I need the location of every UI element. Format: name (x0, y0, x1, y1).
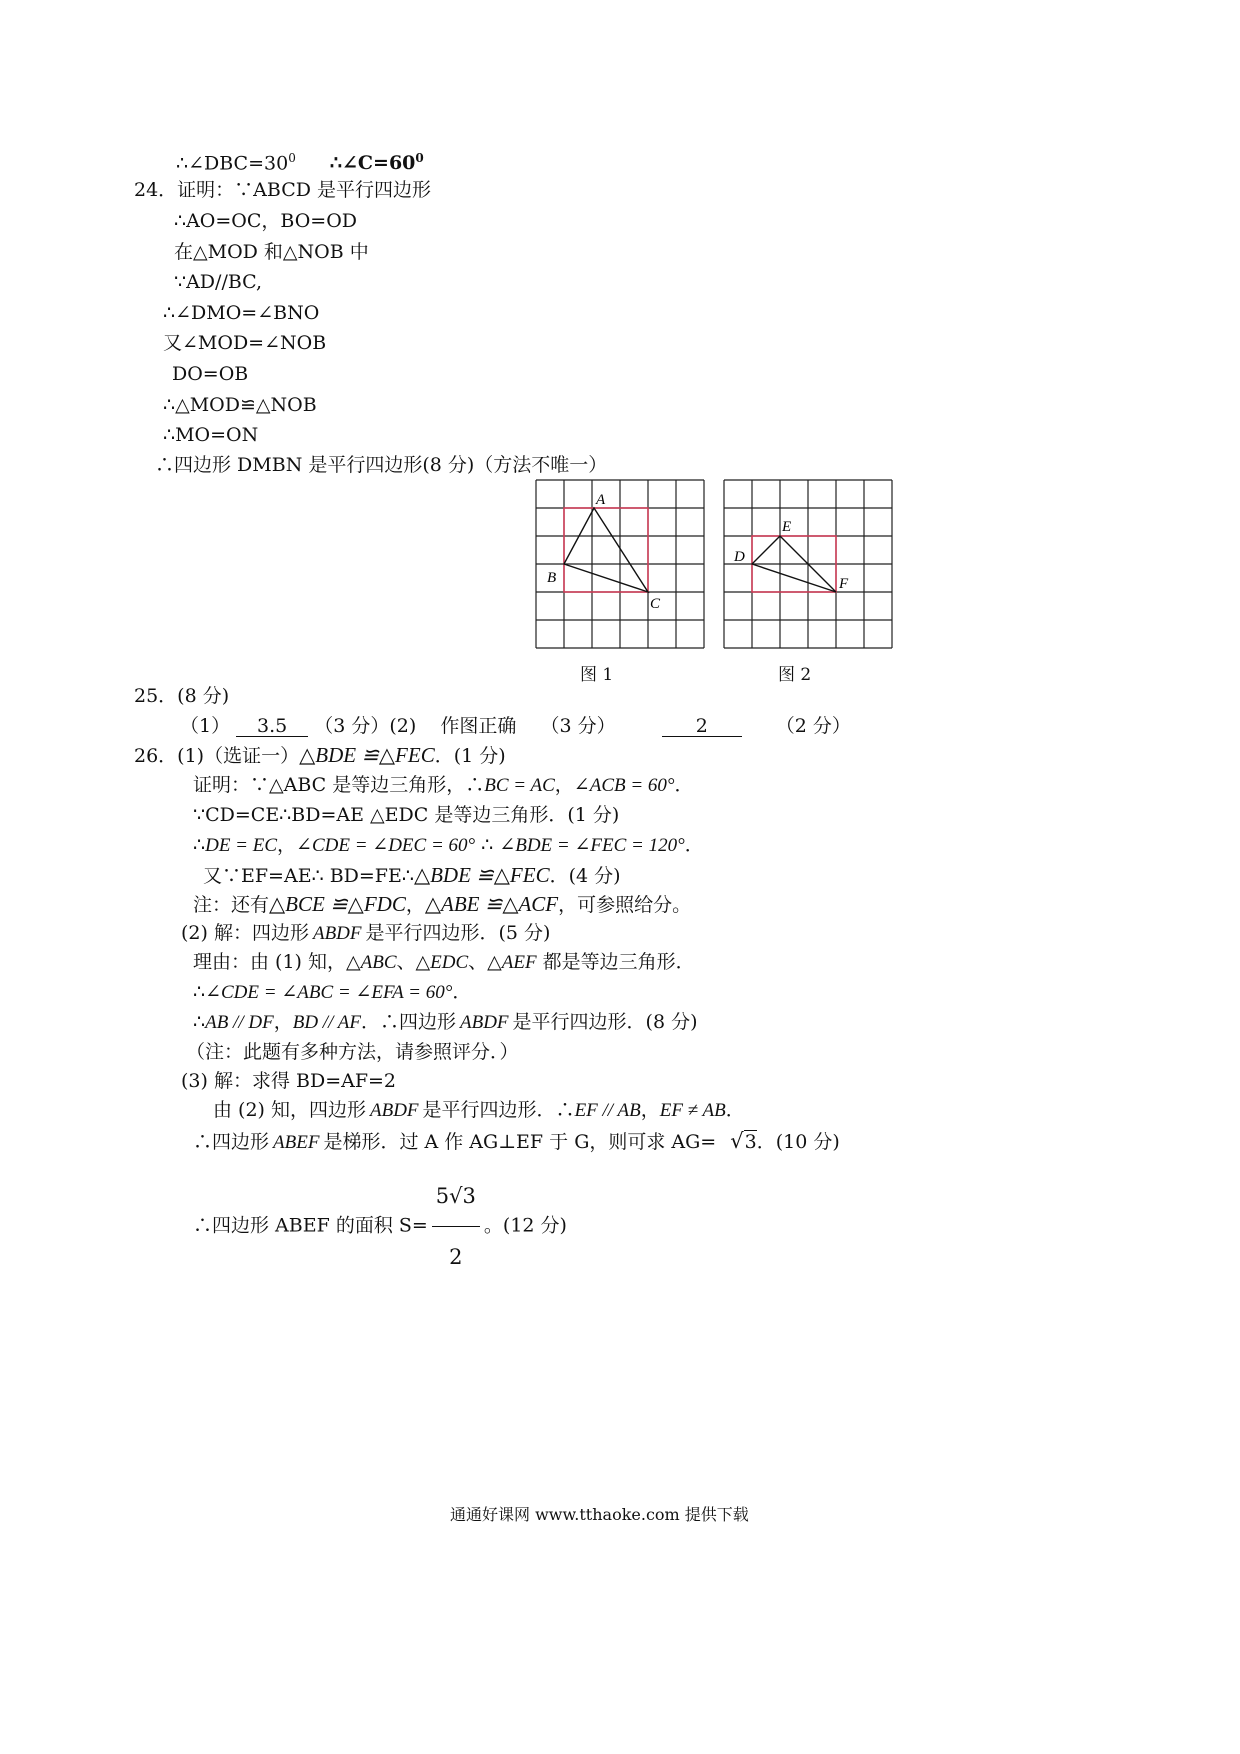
text: ． (674, 774, 694, 796)
sup: 0 (288, 151, 296, 165)
text: ∴ (193, 834, 206, 856)
q24-step: ∴∠DMO=∠BNO (163, 302, 320, 324)
bounding-rect (564, 508, 648, 592)
math: BD // AF (292, 1012, 361, 1033)
text: 、 (468, 951, 488, 973)
text: ， (640, 1099, 660, 1121)
sqrt-sign: √ (730, 1129, 744, 1153)
q24-step: ∴MO=ON (163, 424, 259, 446)
q26-line (193, 773, 694, 798)
q26-line (181, 921, 550, 946)
label-e: E (782, 519, 792, 535)
text: 是平行四边形．(8 分) (512, 1011, 698, 1033)
math: EF // AB (574, 1100, 641, 1121)
q25-heading: 25．(8 分) (134, 685, 230, 707)
text: ∴四边形 ABEF 的面积 S= (193, 1214, 428, 1237)
q26-line (213, 1098, 745, 1123)
q26-line (193, 833, 704, 858)
q26-note: （注：此题有多种方法，请参照评分．） (186, 1041, 519, 1063)
q24-conclusion: ∴四边形 DMBN 是平行四边形(8 分)（方法不唯一） (155, 454, 608, 476)
q26-line: ∵CD=CE∴BD=AE △EDC 是等边三角形．(1 分) (193, 804, 620, 826)
math: ∠CDE = ∠ABC = ∠EFA = 60° (205, 982, 453, 1003)
q26-line (193, 950, 695, 975)
text: ．(4 分) (549, 865, 621, 887)
q24-step: ∴AO=OC，BO=OD (174, 210, 358, 232)
text: 由 (2) 知，四边形 (213, 1099, 366, 1121)
q24-step: 又∠MOD=∠NOB (163, 332, 327, 354)
q24-heading: 24．证明：∵ABCD 是平行四边形 (134, 179, 432, 201)
text: （3 分）(2) 作图正确 （3 分） (314, 715, 616, 737)
text: 。(12 分) (483, 1214, 567, 1237)
text: ∴四边形 (193, 1131, 270, 1153)
figure-2-grid (722, 478, 902, 658)
text: （1） (180, 715, 231, 737)
math: △BDE ≌△FEC (299, 743, 435, 767)
q26-line (193, 1129, 840, 1155)
label-c: C (650, 596, 661, 612)
figure-2-caption: 图 2 (778, 665, 812, 685)
q24-step: 在△MOD 和△NOB 中 (174, 241, 369, 263)
fraction-numerator: 5√3 (432, 1166, 480, 1227)
text: 都是等边三角形． (542, 951, 695, 973)
text: ．(1 分) (434, 745, 506, 767)
line-angle-dbc (176, 146, 424, 175)
text: ∴ (193, 981, 206, 1003)
math: △BDE ≌△FEC (413, 863, 550, 887)
text: ， (273, 1011, 293, 1033)
text: ∴ (193, 1011, 206, 1033)
answer-blank-1: 3.5 (236, 716, 308, 737)
q25-answers (180, 714, 851, 738)
math: △ABE ≌△ACF (424, 892, 559, 916)
text: ． (725, 1099, 745, 1121)
q24-step: ∵AD//BC, (174, 271, 263, 293)
math: △AEF (487, 952, 537, 973)
math: ABDF (370, 1100, 419, 1121)
footer-credit: 通通好课网 www.tthaoke.com 提供下载 (450, 1505, 749, 1524)
label-b: B (547, 570, 557, 586)
text: 26．(1)（选证一） (134, 745, 300, 767)
figure-1-caption: 图 1 (580, 665, 614, 685)
text: 是平行四边形．∴ (422, 1099, 575, 1121)
text: 注：还有 (193, 894, 270, 916)
text: ， (554, 774, 574, 796)
math: ABDF (460, 1012, 509, 1033)
text: ．(10 分) (756, 1131, 840, 1153)
text: (2) 解：四边形 (181, 922, 309, 944)
q26-line (193, 980, 471, 1005)
math: ABDF (312, 923, 362, 944)
math: DE = EC (205, 835, 278, 856)
text: ．∴四边形 (360, 1011, 456, 1033)
math: ∠BDE = ∠FEC = 120° (499, 835, 685, 856)
text: ∴∠DBC=30 (176, 152, 289, 175)
math: ∠CDE = ∠DEC = 60° (296, 835, 476, 856)
q24-step: DO=OB (172, 363, 249, 385)
math: △EDC (415, 952, 469, 973)
label-d: D (734, 549, 745, 565)
text: ． (452, 981, 472, 1003)
label-f: F (839, 576, 849, 592)
text: 理由：由 (1) 知， (193, 951, 346, 973)
text-bold: ∴∠C=60 (329, 152, 416, 175)
text: ， (277, 834, 297, 856)
text: ， (405, 894, 425, 916)
fraction-denominator: 2 (449, 1245, 463, 1269)
text: 又∵EF=AE∴ BD=FE∴ (203, 865, 414, 887)
text: ． (684, 834, 704, 856)
q26-line (203, 863, 621, 888)
text: ∴ (475, 834, 500, 856)
text: 、 (396, 951, 416, 973)
text: 是梯形．过 A 作 AG⊥EF 于 G，则可求 AG= (323, 1131, 717, 1153)
q26-line (193, 1166, 567, 1287)
q26-line (193, 892, 691, 917)
triangle-abc (564, 508, 648, 592)
q26-line (134, 743, 506, 768)
math: ABEF (273, 1132, 320, 1153)
text: 是平行四边形．(5 分) (365, 922, 551, 944)
fraction (432, 1166, 480, 1287)
answer-blank-2: 2 (662, 716, 742, 737)
q26-line: (3) 解：求得 BD=AF=2 (181, 1070, 397, 1092)
text: 证明：∵△ABC 是等边三角形，∴ (193, 774, 485, 796)
text: ，可参照给分。 (558, 894, 692, 916)
sqrt-radicand: 3 (744, 1131, 757, 1153)
math: △ABC (346, 952, 397, 973)
math: △BCE ≌△FDC (269, 892, 406, 916)
figure-1-grid (534, 478, 714, 658)
math: EF ≠ AB (659, 1100, 726, 1121)
math: ∠ACB = 60° (573, 775, 675, 796)
sup: 0 (415, 151, 424, 165)
math: BC = AC (484, 775, 555, 796)
math: AB // DF (205, 1012, 274, 1033)
label-a: A (596, 492, 606, 508)
text: （2 分） (775, 715, 851, 737)
q24-step: ∴△MOD≌△NOB (163, 394, 317, 416)
q26-line (193, 1010, 698, 1035)
